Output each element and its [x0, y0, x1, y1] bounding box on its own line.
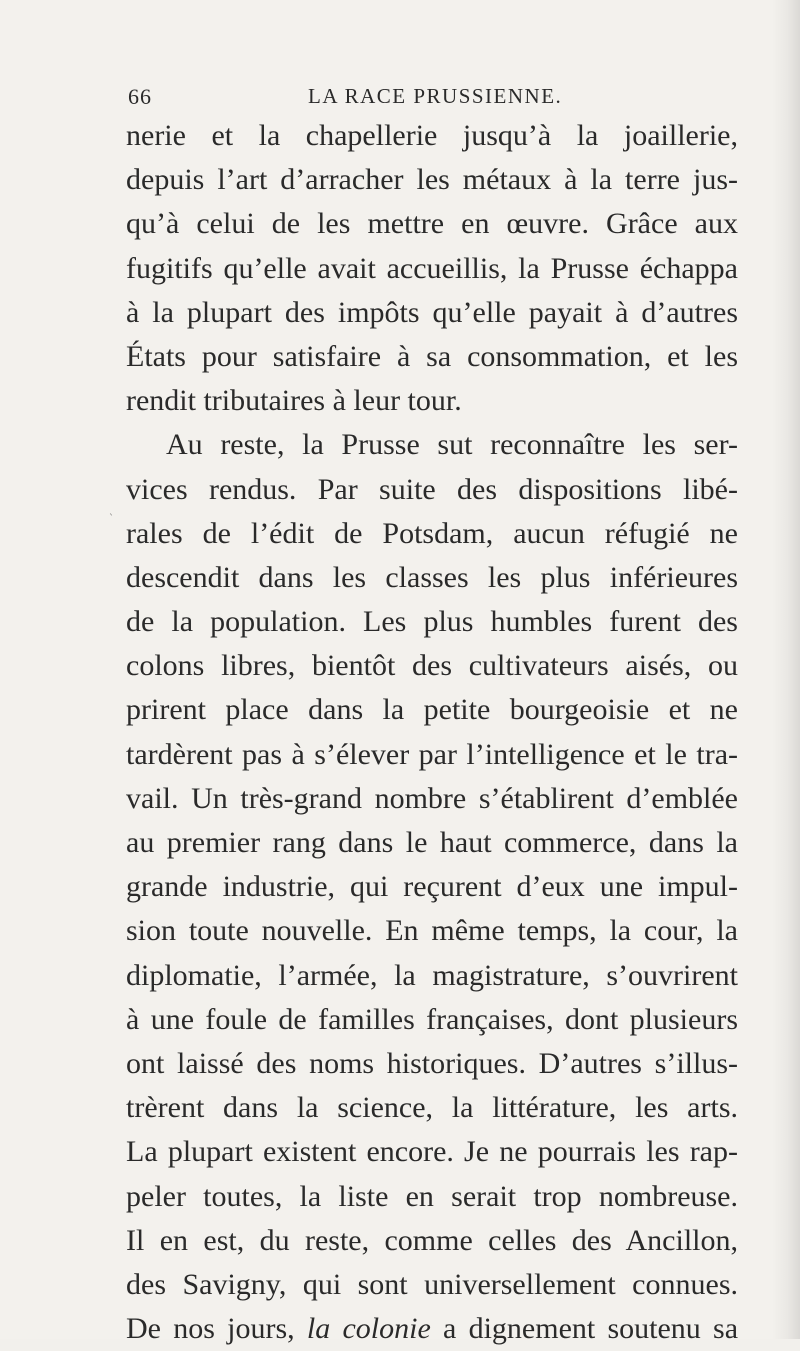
- text-line: grande industrie, qui reçurent d’eux une impul-: [126, 870, 738, 904]
- text-line: États pour satisfaire à sa consommation, et les: [126, 339, 738, 373]
- paragraph-end-line: rendit tributaires à leur tour.: [126, 384, 462, 418]
- text-line: tardèrent pas à s’élever par l’intelligence et le tra-: [126, 737, 738, 771]
- running-title: LA RACE PRUSSIENNE.: [308, 84, 563, 108]
- text-line: diplomatie, l’armée, la magistrature, s’ouvrirent: [126, 958, 738, 992]
- text-line: nerie et la chapellerie jusqu’à la joaillerie,: [126, 119, 738, 152]
- text-line: Il en est, du reste, comme celles des Ancillon,: [126, 1223, 738, 1257]
- margin-tick-mark: ˋ: [109, 514, 114, 525]
- page-edge-shadow: [772, 0, 800, 1339]
- text-line: peler toutes, la liste en serait trop nombreuse.: [126, 1179, 738, 1213]
- text-line: à la plupart des impôts qu’elle payait à d’autres: [126, 295, 738, 329]
- text-line: vail. Un très-grand nombre s’établirent d’emblée: [126, 781, 738, 815]
- text-line: fugitifs qu’elle avait accueillis, la Prusse échappa: [126, 251, 738, 285]
- text-line-with-italic: [126, 1307, 738, 1351]
- text-line: descendit dans les classes les plus inférieures: [126, 560, 738, 594]
- page-number: 66: [128, 84, 152, 109]
- paragraph-start-line: Au reste, la Prusse sut reconnaître les ser-: [166, 428, 738, 462]
- text-line: des Savigny, qui sont universellement connues.: [126, 1267, 738, 1301]
- text-line: de la population. Les plus humbles furent des: [126, 605, 738, 639]
- text-fragment: De nos jours,: [126, 1312, 307, 1346]
- text-line: à une foule de familles françaises, dont plusieurs: [126, 1002, 738, 1036]
- text-line: qu’à celui de les mettre en œuvre. Grâce aux: [126, 207, 738, 241]
- text-line: prirent place dans la petite bourgeoisie et ne: [126, 693, 738, 727]
- body-text: [126, 114, 738, 1351]
- text-line: colons libres, bientôt des cultivateurs aisés, ou: [126, 649, 738, 683]
- text-line: rales de l’édit de Potsdam, aucun réfugié ne: [126, 516, 738, 550]
- text-fragment: a dignement soutenu sa: [430, 1312, 739, 1346]
- text-line: ont laissé des noms historiques. D’autres s’illus-: [126, 1046, 738, 1080]
- running-head: [128, 84, 716, 112]
- text-line: depuis l’art d’arracher les métaux à la terre jus-: [126, 163, 738, 197]
- text-line: trèrent dans la science, la littérature, les arts.: [126, 1091, 738, 1125]
- text-line: vices rendus. Par suite des dispositions libé-: [126, 472, 738, 506]
- text-line: au premier rang dans le haut commerce, dans la: [126, 826, 738, 859]
- italic-phrase: la colonie: [306, 1312, 431, 1346]
- text-line: sion toute nouvelle. En même temps, la cour, la: [126, 914, 738, 948]
- text-line: La plupart existent encore. Je ne pourrais les rap-: [126, 1135, 738, 1169]
